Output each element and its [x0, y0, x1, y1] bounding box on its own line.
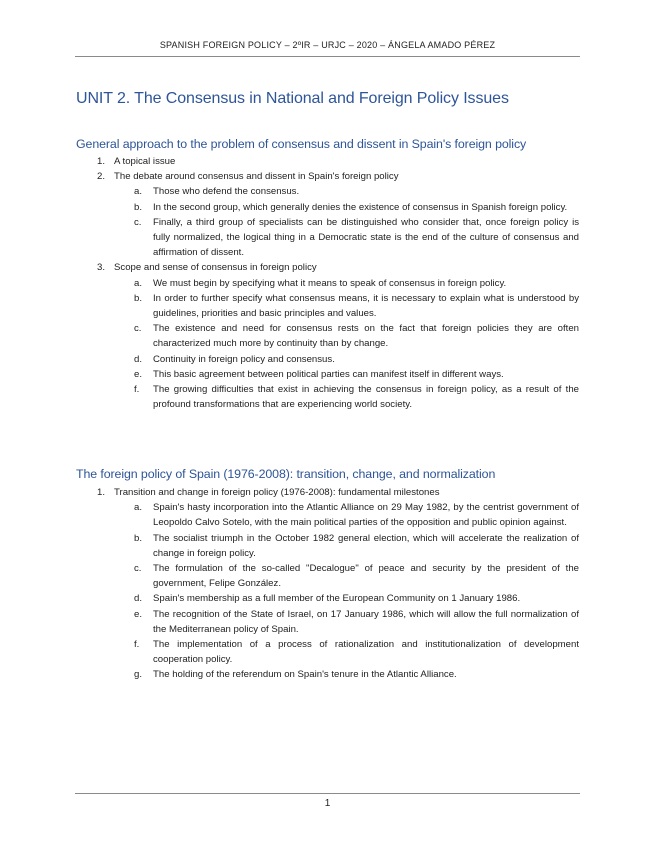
sub-item — [0, 321, 655, 351]
list-item — [0, 154, 655, 169]
sub-item-text: In order to further specify what consensus means, it is necessary to explain what is understood by guidelines, priorities and basic principles and values. — [153, 292, 579, 320]
item-number: 2. — [97, 171, 106, 183]
sub-item-letter: c. — [134, 323, 142, 335]
sub-item-letter: f. — [134, 384, 140, 396]
item-text: Transition and change in foreign policy (1976-2008): fundamental milestones — [114, 487, 440, 498]
page-header: SPANISH FOREIGN POLICY – 2ºIR – URJC – 2020 – ÁNGELA AMADO PÉREZ — [159, 40, 496, 50]
sub-item-text: Spain's membership as a full member of the European Community on 1 January 1986. — [153, 593, 521, 605]
sub-item-text: Those who defend the consensus. — [153, 186, 300, 198]
sub-item — [0, 561, 655, 591]
sub-item — [0, 531, 655, 561]
sub-item — [0, 591, 655, 606]
list-item — [0, 485, 655, 500]
sub-item-text: The recognition of the State of Israel, on 17 January 1986, which will allow the full normalization of the Mediterranean policy of Spain. — [153, 608, 579, 635]
item-text: Scope and sense of consensus in foreign policy — [114, 262, 317, 274]
sub-item-letter: e. — [134, 368, 143, 380]
unit-title: UNIT 2. The Consensus in National and Foreign Policy Issues — [76, 90, 509, 107]
sub-item — [0, 291, 655, 321]
sub-item — [0, 352, 655, 367]
sub-item — [0, 637, 655, 667]
sub-item-letter: a. — [134, 502, 143, 514]
sub-item — [0, 382, 655, 412]
list-item — [0, 260, 655, 275]
footer-divider — [75, 793, 580, 794]
sub-item-text: Finally, a third group of specialists can be distinguished who consider that, once foreign policy is fully normalized, the logical thing in a Democratic state is the end of the culture of consensus and affirmation of dissent. — [153, 216, 579, 259]
section-list — [0, 154, 655, 412]
sub-item-text: The socialist triumph in the October 1982 general election, which will accelerate the realization of change in foreign policy. — [153, 532, 579, 559]
list-item — [0, 169, 655, 184]
item-text: The debate around consensus and dissent in Spain's foreign policy — [114, 171, 399, 183]
sub-item-letter: e. — [134, 608, 143, 620]
sub-item-letter: b. — [134, 292, 143, 304]
sub-item-text: The holding of the referendum on Spain's tenure in the Atlantic Alliance. — [153, 669, 457, 681]
sub-item-text: The formulation of the so-called "Decalogue" of peace and security by the president of the government, Felipe González. — [153, 563, 579, 590]
sub-item-letter: a. — [134, 277, 143, 289]
sub-item-text: The growing difficulties that exist in achieving the consensus in foreign policy, as a result of the profound transformations that are experiencing world society. — [153, 384, 579, 411]
sub-item-text: This basic agreement between political parties can manifest itself in different ways. — [153, 368, 504, 380]
header-divider — [75, 56, 580, 57]
section-heading: The foreign policy of Spain (1976-2008): transition, change, and normalization — [76, 467, 496, 481]
item-number: 1. — [97, 487, 106, 498]
sub-item — [0, 367, 655, 382]
page-number: 1 — [324, 798, 331, 809]
sub-item — [0, 607, 655, 637]
section-list — [0, 485, 655, 683]
item-number: 3. — [97, 262, 106, 274]
sub-item — [0, 200, 655, 215]
sub-item — [0, 215, 655, 261]
sub-item-text: We must begin by specifying what it means to speak of consensus in foreign policy. — [153, 277, 507, 289]
item-number: 1. — [97, 156, 106, 167]
sub-item-letter: c. — [134, 216, 142, 228]
sub-item-letter: d. — [134, 353, 143, 365]
sub-item — [0, 667, 655, 682]
sub-item-letter: g. — [134, 669, 143, 681]
sub-item-text: The implementation of a process of rationalization and institutionalization of development cooperation policy. — [153, 639, 579, 666]
sub-item-letter: d. — [134, 593, 143, 605]
item-text: A topical issue — [114, 156, 176, 167]
sub-item-text: In the second group, which generally denies the existence of consensus in Spanish foreign policy. — [153, 201, 568, 213]
sub-item — [0, 500, 655, 530]
sub-item-letter: a. — [134, 186, 143, 198]
sub-item-text: Continuity in foreign policy and consensus. — [153, 353, 335, 365]
sub-item-letter: c. — [134, 563, 142, 575]
section-heading: General approach to the problem of consensus and dissent in Spain's foreign policy — [76, 137, 527, 151]
sub-item — [0, 276, 655, 291]
sub-item-letter: b. — [134, 201, 143, 213]
sub-item-text: Spain's hasty incorporation into the Atlantic Alliance on 29 May 1982, by the centrist government of Leopoldo Calvo Sotelo, with the main political parties of the opposition and public opinion against. — [153, 502, 579, 529]
sub-item-letter: b. — [134, 532, 143, 544]
sub-item-text: The existence and need for consensus rests on the fact that foreign policies they are often characterized much more by continuity than by change. — [153, 323, 579, 350]
sub-item — [0, 184, 655, 199]
sub-item-letter: f. — [134, 639, 140, 651]
